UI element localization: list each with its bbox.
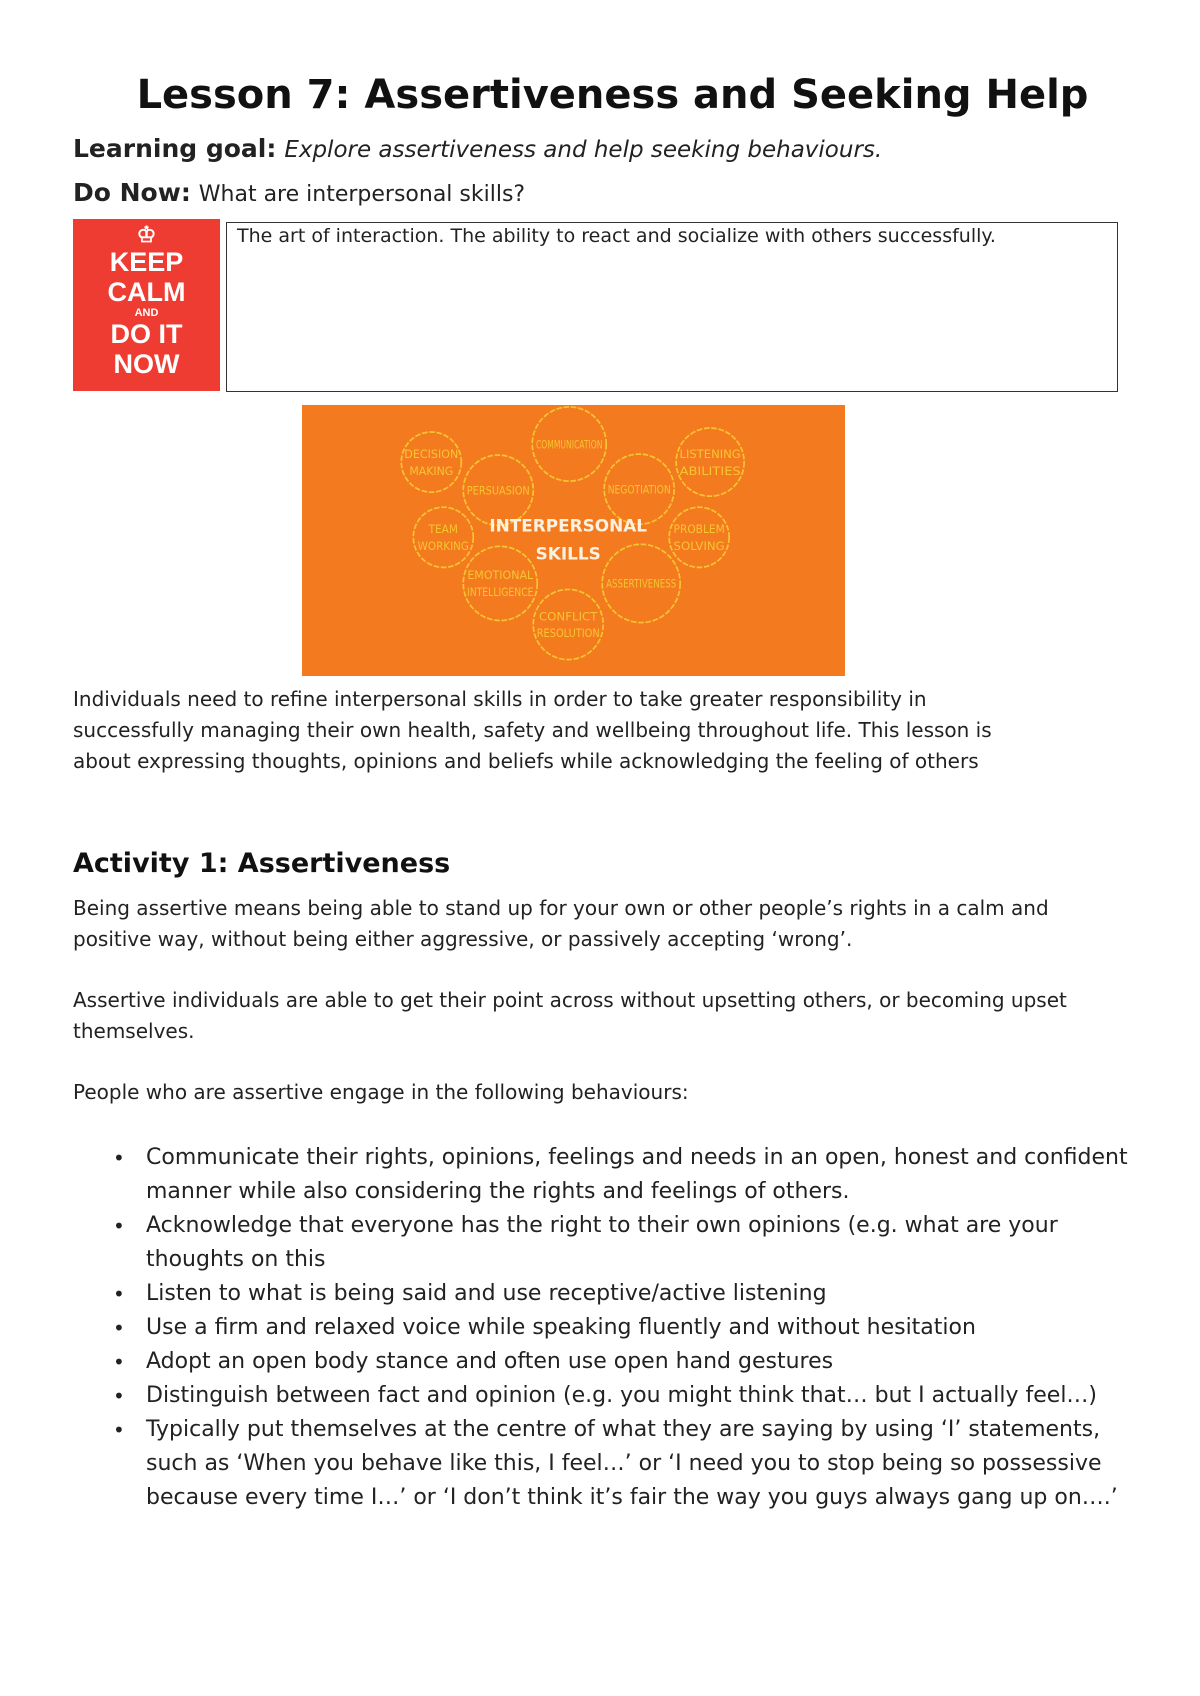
- keep-calm-poster: [73, 219, 220, 391]
- skill-label: RESOLUTION: [536, 627, 600, 641]
- skill-label: EMOTIONAL: [467, 569, 534, 583]
- skill-label: WORKING: [417, 539, 469, 554]
- list-item-text: Communicate their rights, opinions, feelings and needs in an open, honest and confident manner while also considering the rights and feelings of others.: [146, 1145, 1128, 1204]
- activity-paragraph: Being assertive means being able to stand up for your own or other people’s rights in a calm and positive way, without being either aggressive, or passively accepting ‘wrong’.: [73, 896, 1049, 951]
- do-now: [73, 178, 525, 207]
- learning-goal-label: Learning goal:: [73, 134, 277, 163]
- skill-label: CONFLICT: [538, 610, 598, 624]
- list-item: [113, 1277, 1143, 1311]
- skill-label: TEAM: [427, 523, 458, 537]
- list-item: [113, 1413, 1143, 1515]
- bullet-icon: •: [113, 1418, 125, 1442]
- list-item-text: Acknowledge that everyone has the right to their own opinions (e.g. what are your thoughts on this: [146, 1213, 1058, 1272]
- learning-goal: [73, 134, 882, 163]
- bullet-icon: •: [113, 1384, 125, 1408]
- skill-label: INTELLIGENCE: [466, 586, 534, 600]
- list-item-text: Distinguish between fact and opinion (e.g. you might think that… but I actually feel…): [146, 1383, 1098, 1408]
- skill-label: PROBLEM: [673, 523, 725, 537]
- skill-label: DECISION: [404, 447, 459, 461]
- skill-label: ABILITIES: [679, 464, 741, 478]
- learning-goal-text: Explore assertiveness and help seeking behaviours.: [284, 137, 883, 163]
- list-item: [113, 1141, 1143, 1209]
- skill-label: LISTENING: [679, 447, 741, 461]
- list-item-text: Use a firm and relaxed voice while speaking fluently and without hesitation: [146, 1315, 976, 1340]
- list-item: [113, 1345, 1143, 1379]
- activity-paragraph: Assertive individuals are able to get their point across without upsetting others, or becoming upset themselves.: [73, 988, 1067, 1043]
- do-now-question: What are interpersonal skills?: [198, 182, 526, 207]
- activity-heading: Activity 1: Assertiveness: [73, 848, 451, 879]
- poster-text: NOW: [113, 349, 180, 379]
- skill-label: NEGOTIATION: [607, 483, 671, 497]
- do-now-answer-box[interactable]: The art of interaction. The ability to react and socialize with others successfully.: [226, 222, 1118, 392]
- interpersonal-skills-diagram: [302, 405, 845, 676]
- skill-label: MAKING: [409, 464, 454, 478]
- poster-text: DO IT: [110, 319, 183, 349]
- behaviour-list: [113, 1141, 1143, 1515]
- skill-label: COMMUNICATION: [535, 438, 603, 452]
- activity-paragraph: People who are assertive engage in the following behaviours:: [73, 1080, 689, 1104]
- intro-paragraph: Individuals need to refine interpersonal skills in order to take greater responsibility in successfully managing their own health, safety and wellbeing throughout life. This lesson is about expressing thoughts, opinions and beliefs while acknowledging the feeling of others: [73, 687, 992, 773]
- diagram-center-label: INTERPERSONAL: [489, 515, 648, 536]
- poster-text: KEEP: [109, 247, 184, 277]
- poster-text: AND: [134, 307, 159, 319]
- list-item-text: Listen to what is being said and use receptive/active listening: [146, 1281, 827, 1306]
- skill-label: PERSUASION: [466, 484, 530, 498]
- skill-label: ASSERTIVENESS: [606, 577, 677, 591]
- skill-label: SOLVING: [673, 539, 725, 554]
- bullet-icon: •: [113, 1350, 125, 1374]
- list-item-text: Adopt an open body stance and often use open hand gestures: [146, 1349, 834, 1374]
- do-now-label: Do Now:: [73, 178, 191, 207]
- bullet-icon: •: [113, 1282, 125, 1306]
- list-item: [113, 1209, 1143, 1277]
- crown-icon: ♔: [136, 222, 157, 247]
- list-item: [113, 1311, 1143, 1345]
- list-item: [113, 1379, 1143, 1413]
- list-item-text: Typically put themselves at the centre of what they are saying by using ‘I’ statements, such as ‘When you behave like this, I feel…’ or ‘I need you to stop being so possessive because every time I…’ or ‘I don’t think it’s fair the way you guys always gang up on….’: [146, 1417, 1118, 1510]
- poster-text: CALM: [107, 277, 186, 307]
- diagram-center-label: SKILLS: [535, 543, 601, 564]
- page-title: Lesson 7: Assertiveness and Seeking Help: [136, 72, 1089, 118]
- bullet-icon: •: [113, 1146, 125, 1170]
- bullet-icon: •: [113, 1214, 125, 1238]
- bullet-icon: •: [113, 1316, 125, 1340]
